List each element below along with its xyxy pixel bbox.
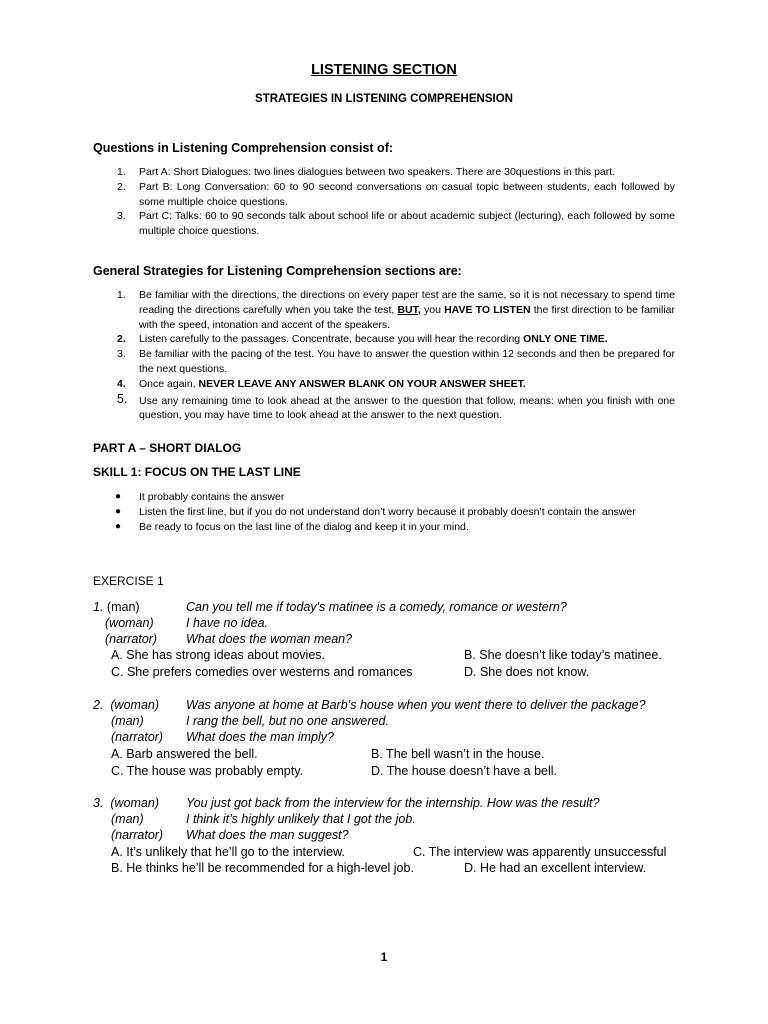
question-number-text: 2. [93,698,104,712]
question-number [93,599,140,615]
item-number: 3. [117,210,126,223]
q2-option-c: C. The house was probably empty. [111,764,303,778]
item-text: Once again, [139,377,199,390]
item-text: Use any remaining time to look ahead at the answer to the question that follow, means: when you finish with one question, you may have time to look ahead at the answer to the next question. [139,394,675,422]
skill1-heading: SKILL 1: FOCUS ON THE LAST LINE [93,465,301,479]
q3-option-d: D. He had an excellent interview. [464,861,647,875]
q3-option-b: B. He thinks he’ll be recommended for a high-level job. [111,861,414,875]
dialog-line: What does the woman mean? [186,632,353,646]
list-item [93,377,675,392]
speaker-label: (woman) [105,616,154,630]
question-3-dialog [93,795,693,843]
bullet-icon: ● [115,505,122,517]
q3-option-a: A. It’s unlikely that he’ll go to the interview. [111,845,345,859]
part-a-heading: PART A – SHORT DIALOG [93,441,242,455]
q3-option-c: C. The interview was apparently unsuccessful [413,845,667,859]
dialog-line: I rang the bell, but no one answered. [186,714,389,728]
list-item [93,490,675,505]
bullet-icon: ● [115,491,122,502]
section1-list [93,165,675,239]
skill1-bullets [93,490,675,534]
q1-option-b: B. She doesn’t like today’s matinee. [464,648,662,662]
q1-option-a: A. She has strong ideas about movies. [111,648,326,662]
speaker-label: (man) [111,714,144,728]
speaker-label: (narrator) [111,828,164,842]
item-text: Listen the first line, but if you do not understand don’t worry because it probably doesn’t contain the answer [139,505,636,518]
emphasis-text: HAVE TO LISTEN [444,303,531,316]
dialog-line: I think it’s highly unlikely that I got the job. [186,812,416,826]
item-text: Be ready to focus on the last line of the dialog and keep it in your mind. [139,520,469,533]
list-item [93,165,675,180]
item-number: 4. [117,377,126,390]
q2-option-a: A. Barb answered the bell. [111,747,258,761]
question-1-dialog [93,599,693,647]
list-item [93,180,675,210]
section2-heading: General Strategies for Listening Comprehension sections are: [93,264,462,278]
item-text: Listen carefully to the passages. Concentrate, because you will hear the recording [139,333,524,346]
item-text: Be familiar with the directions, the directions on every paper test are the same, so it is not necessary to spend time reading the directions carefully when you take the test, [139,289,675,316]
emphasis-text: BUT, [397,303,421,316]
list-item [93,332,675,347]
question-number-text: 1. [93,600,104,614]
dialog-line: What does the man suggest? [186,828,349,842]
dialog-line: I have no idea. [186,616,269,630]
list-item [93,288,675,332]
item-text: the first direction to be familiar with the speed, intonation and accent of the speakers. [139,303,675,331]
item-number: 1. [117,166,126,178]
item-number: 3. [117,348,126,361]
q1-option-c: C. She prefers comedies over westerns and romances [111,665,413,679]
item-number: 2. [117,180,126,193]
exercise-heading: EXERCISE 1 [93,574,164,588]
dialog-line: You just got back from the interview for the internship. How was the result? [186,796,600,810]
speaker-label: (narrator) [105,632,158,646]
item-text: Be familiar with the pacing of the test. You have to answer the question within 12 seconds and then be prepared for the next questions. [139,348,675,375]
item-number: 2. [117,333,126,346]
q1-option-d: D. She does not know. [464,665,590,679]
speaker-label: (narrator) [111,730,164,744]
page-number: 1 [380,950,388,964]
item-number: 5. [117,391,128,406]
list-item [93,505,675,520]
dialog-line: Was anyone at home at Barb’s house when you went there to deliver the package? [186,698,646,712]
page-subtitle: STRATEGIES IN LISTENING COMPREHENSION [255,93,513,105]
dialog-line: Can you tell me if today's matinee is a comedy, romance or western? [186,600,567,614]
item-text: It probably contains the answer [139,491,285,503]
page-title: LISTENING SECTION [311,62,457,78]
q2-option-d: D. The house doesn’t have a bell. [371,764,558,778]
list-item [93,209,675,239]
item-text: Part B: Long Conversation: 60 to 90 second conversations on casual topic between students, each followed by some multiple choice questions. [139,180,675,208]
speaker-label: (woman) [110,698,160,712]
item-number: 1. [117,289,126,301]
question-number [93,697,159,713]
speaker-label: (man) [111,812,144,826]
section2-list [93,288,675,423]
q2-option-b: B. The bell wasn’t in the house. [371,747,545,761]
speaker-label: (woman) [110,796,160,810]
list-item [93,520,675,535]
list-item [93,347,675,377]
emphasis-text: ONLY ONE TIME. [523,333,608,346]
question-2-dialog [93,697,693,745]
bullet-icon: ● [115,520,122,532]
speaker-label: (man) [106,600,140,614]
emphasis-text: NEVER LEAVE ANY ANSWER BLANK ON YOUR ANSWER SHEET. [198,377,526,390]
item-text: you [420,303,445,316]
list-item [93,392,675,424]
item-text: Part A: Short Dialogues: two lines dialogues between two speakers. There are 30questions in this part. [139,166,616,178]
section1-heading: Questions in Listening Comprehension consist of: [93,141,394,155]
item-text: Part C: Talks: 60 to 90 seconds talk about school life or about academic subject (lecturing), each followed by some multiple choice questions. [139,210,675,238]
dialog-line: What does the man imply? [186,730,334,744]
question-number [93,795,159,811]
question-number-text: 3. [93,796,104,810]
